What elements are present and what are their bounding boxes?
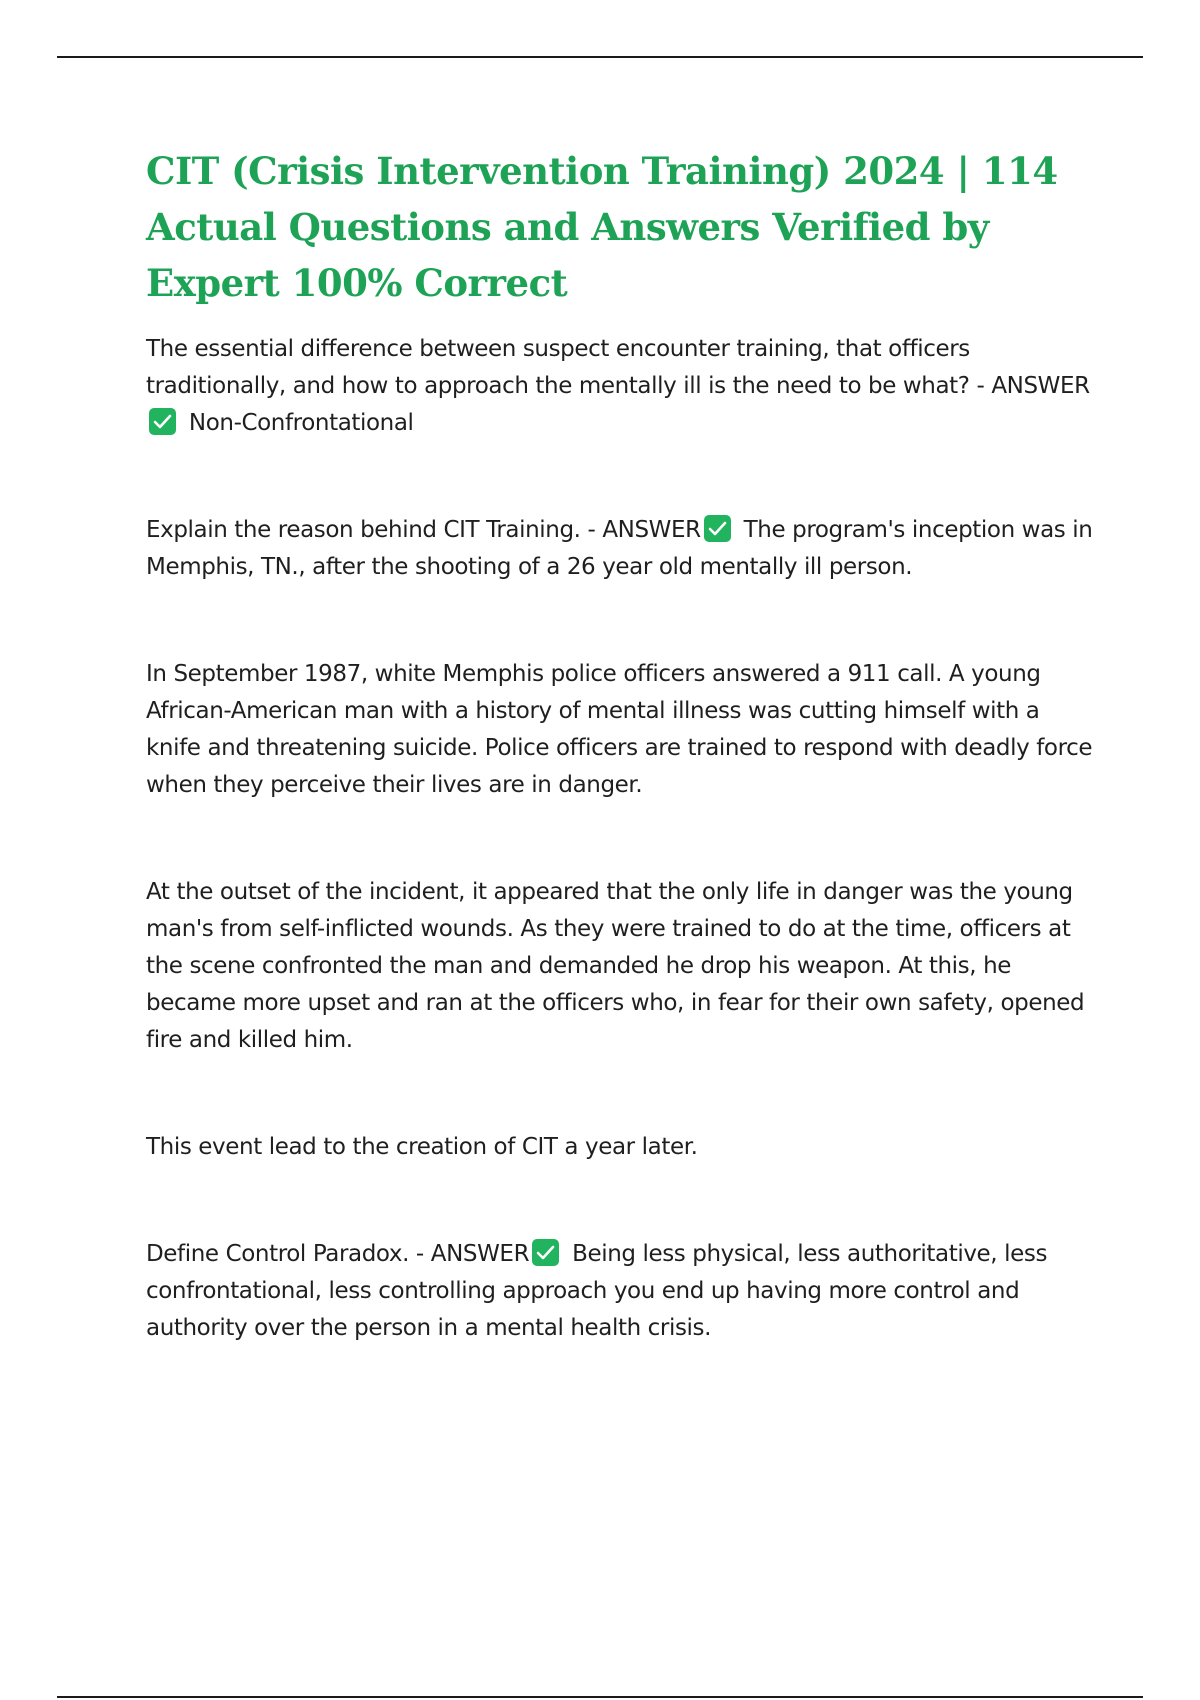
answer-text: Non-Confrontational — [188, 410, 414, 436]
question-text: Explain the reason behind CIT Training. - — [146, 517, 596, 543]
body-paragraph: In September 1987, white Memphis police officers answered a 911 call. A young African-American man with a history of mental illness was cutting himself with a knife and threatening suicide. Police officers are trained to respond with deadly force when they perceive their lives are in danger. — [146, 661, 1093, 798]
check-mark-icon — [704, 515, 731, 542]
document-body — [146, 143, 1096, 1347]
answer-text: Being less physical, less authoritative, less confrontational, less controlling approach you end up having more control and authority over the person in a mental health crisis. — [146, 1241, 1048, 1341]
answer-label: ANSWER — [430, 1241, 530, 1267]
body-paragraph: This event lead to the creation of CIT a year later. — [146, 1134, 698, 1160]
check-mark-icon — [532, 1239, 559, 1266]
check-mark-icon — [149, 408, 176, 435]
qa-item — [146, 512, 1096, 586]
qa-item — [146, 331, 1096, 442]
question-text: The essential difference between suspect encounter training, that officers traditionally, and how to approach the mentally ill is the need to be what? - — [146, 336, 985, 399]
answer-text: The program's inception was in Memphis, TN., after the shooting of a 26 year old mentally ill person. — [146, 517, 1093, 580]
body-paragraph: At the outset of the incident, it appeared that the only life in danger was the young man's from self-inflicted wounds. As they were trained to do at the time, officers at the scene confronted the man and demanded he drop his weapon. At this, he became more upset and ran at the officers who, in fear for their own safety, opened fire and killed him. — [146, 879, 1085, 1053]
bottom-divider — [57, 1696, 1143, 1698]
qa-item — [146, 1236, 1096, 1347]
document-title: CIT (Crisis Intervention Training) 2024 | 114 Actual Questions and Answers Verified by Expert 100% Correct — [146, 149, 1058, 305]
answer-label: ANSWER — [991, 373, 1090, 399]
question-text: Define Control Paradox. - — [146, 1241, 424, 1267]
top-divider — [57, 56, 1143, 58]
answer-label: ANSWER — [602, 517, 701, 543]
